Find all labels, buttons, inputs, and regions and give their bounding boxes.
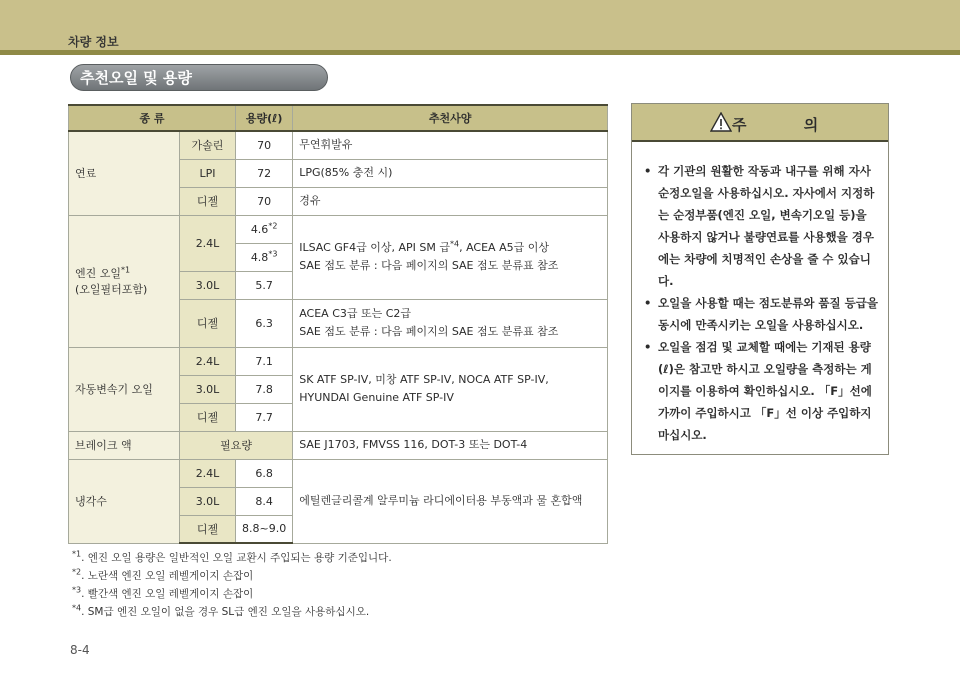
header-divider [0, 50, 960, 55]
chapter-title: 차량 정보 [68, 35, 119, 49]
capacity-value: 6.3 [236, 299, 293, 347]
capacity-value [236, 243, 293, 271]
footnote [72, 603, 392, 621]
capacity-number: 4.6 [250, 222, 269, 236]
footnote-mark: *4 [72, 603, 82, 613]
warning-triangle-icon [710, 112, 732, 132]
footnote-mark: *1 [121, 265, 131, 275]
capacity-value: 70 [236, 187, 293, 215]
sub-type: LPI [180, 159, 236, 187]
header-type: 종 류 [69, 105, 236, 131]
header-capacity: 용량(ℓ) [236, 105, 293, 131]
caution-title: 주 의 [732, 116, 845, 134]
sub-type: 2.4L [180, 459, 236, 487]
footnote-text: . 엔진 오일 용량은 일반적인 오일 교환시 주입되는 용량 기준입니다. [81, 552, 392, 564]
spec-line: ILSAC GF4급 이상, API SM 급 [299, 241, 450, 254]
footnote-mark: *3 [268, 248, 278, 258]
footnotes [72, 549, 392, 621]
list-item: • 각 기관의 원활한 작동과 내구를 위해 자사 순정오일을 사용하십시오. 자사에서 지정하는 순정부품(엔진 오일, 변속기오일 등)을 사용하지 않거나 불량연료를 사용했을 경우에는 차량에 치명적인 손상을 줄 수 있습니다. [644, 160, 878, 292]
footnote-mark: *4 [450, 239, 460, 249]
header-band [0, 0, 960, 50]
sub-type: 디젤 [180, 403, 236, 431]
sub-type: 디젤 [180, 299, 236, 347]
sub-type: 가솔린 [180, 131, 236, 159]
footnote [72, 585, 392, 603]
capacity-number: 4.8 [250, 250, 269, 264]
category-transmission: 자동변속기 오일 [69, 347, 180, 431]
capacity-value: 72 [236, 159, 293, 187]
header-spec: 추천사양 [293, 105, 608, 131]
table-row [69, 459, 608, 487]
sub-type: 디젤 [180, 515, 236, 543]
capacity-value: 6.8 [236, 459, 293, 487]
page-number: 8-4 [70, 643, 90, 657]
capacity-value: 7.8 [236, 375, 293, 403]
capacity-value: 5.7 [236, 271, 293, 299]
category-brake: 브레이크 액 [69, 431, 180, 459]
category-engine-oil-label: 엔진 오일 [75, 267, 122, 280]
spec-value: LPG(85% 충전 시) [293, 159, 608, 187]
capacity-value [236, 215, 293, 243]
footnote [72, 549, 392, 567]
footnote-text: . 노란색 엔진 오일 레벨게이지 손잡이 [81, 570, 254, 582]
spec-value [293, 299, 608, 347]
capacity-value: 70 [236, 131, 293, 159]
sub-type: 3.0L [180, 271, 236, 299]
recommended-oil-table [68, 104, 608, 544]
footnote-mark: *3 [72, 585, 82, 595]
sub-type: 디젤 [180, 187, 236, 215]
capacity-value: 8.4 [236, 487, 293, 515]
category-engine-oil-sublabel: (오일필터포함) [75, 283, 148, 296]
spec-value: SAE J1703, FMVSS 116, DOT-3 또는 DOT-4 [293, 431, 608, 459]
sub-type: 2.4L [180, 215, 236, 271]
section-title: 추천오일 및 용량 [80, 69, 192, 87]
category-engine-oil [69, 215, 180, 347]
spec-line: , ACEA A5급 이상 [459, 241, 549, 254]
capacity-value: 7.1 [236, 347, 293, 375]
spec-value: 에틸렌글리콜계 알루미늄 라디에이터용 부동액과 물 혼합액 [293, 459, 608, 543]
capacity-value: 7.7 [236, 403, 293, 431]
list-item: • 오일을 사용할 때는 점도분류와 품질 등급을 동시에 만족시키는 오일을 사용하십시오. [644, 292, 878, 336]
sub-type: 3.0L [180, 487, 236, 515]
capacity-value: 8.8~9.0 [236, 515, 293, 543]
table-row [69, 431, 608, 459]
capacity-value: 필요량 [180, 431, 293, 459]
spec-value [293, 215, 608, 299]
table-row [69, 215, 608, 243]
spec-value: 경유 [293, 187, 608, 215]
footnote-text: . SM급 엔진 오일이 없을 경우 SL급 엔진 오일을 사용하십시오. [81, 606, 370, 618]
spec-line: ACEA C3급 또는 C2급 [299, 307, 412, 320]
footnote-mark: *2 [72, 567, 82, 577]
caution-list [632, 142, 888, 446]
table-row [69, 347, 608, 375]
category-fuel: 연료 [69, 131, 180, 215]
spec-value [293, 347, 608, 431]
spec-line: SAE 점도 분류 : 다음 페이지의 SAE 점도 분류표 참조 [299, 259, 559, 272]
footnote-text: . 빨간색 엔진 오일 레벨게이지 손잡이 [81, 588, 254, 600]
table-header-row [69, 105, 608, 131]
sub-type: 3.0L [180, 375, 236, 403]
table-row [69, 131, 608, 159]
footnote-mark: *2 [268, 220, 278, 230]
caution-header [632, 104, 888, 142]
spec-value: 무연휘발유 [293, 131, 608, 159]
spec-line: SAE 점도 분류 : 다음 페이지의 SAE 점도 분류표 참조 [299, 325, 559, 338]
category-coolant: 냉각수 [69, 459, 180, 543]
list-item: • 오일을 점검 및 교체할 때에는 기재된 용량(ℓ)은 참고만 하시고 오일량을 측정하는 게이지를 이용하여 확인하십시오. 「F」선에 가까이 주입하시고 「F」선 이상 주입하지 마십시오. [644, 336, 878, 446]
spec-line: SK ATF SP-IV, 미창 ATF SP-IV, NOCA ATF SP-IV, [299, 373, 549, 386]
spec-line: HYUNDAI Genuine ATF SP-IV [299, 391, 454, 404]
caution-box [631, 103, 889, 455]
sub-type: 2.4L [180, 347, 236, 375]
footnote [72, 567, 392, 585]
footnote-mark: *1 [72, 549, 82, 559]
